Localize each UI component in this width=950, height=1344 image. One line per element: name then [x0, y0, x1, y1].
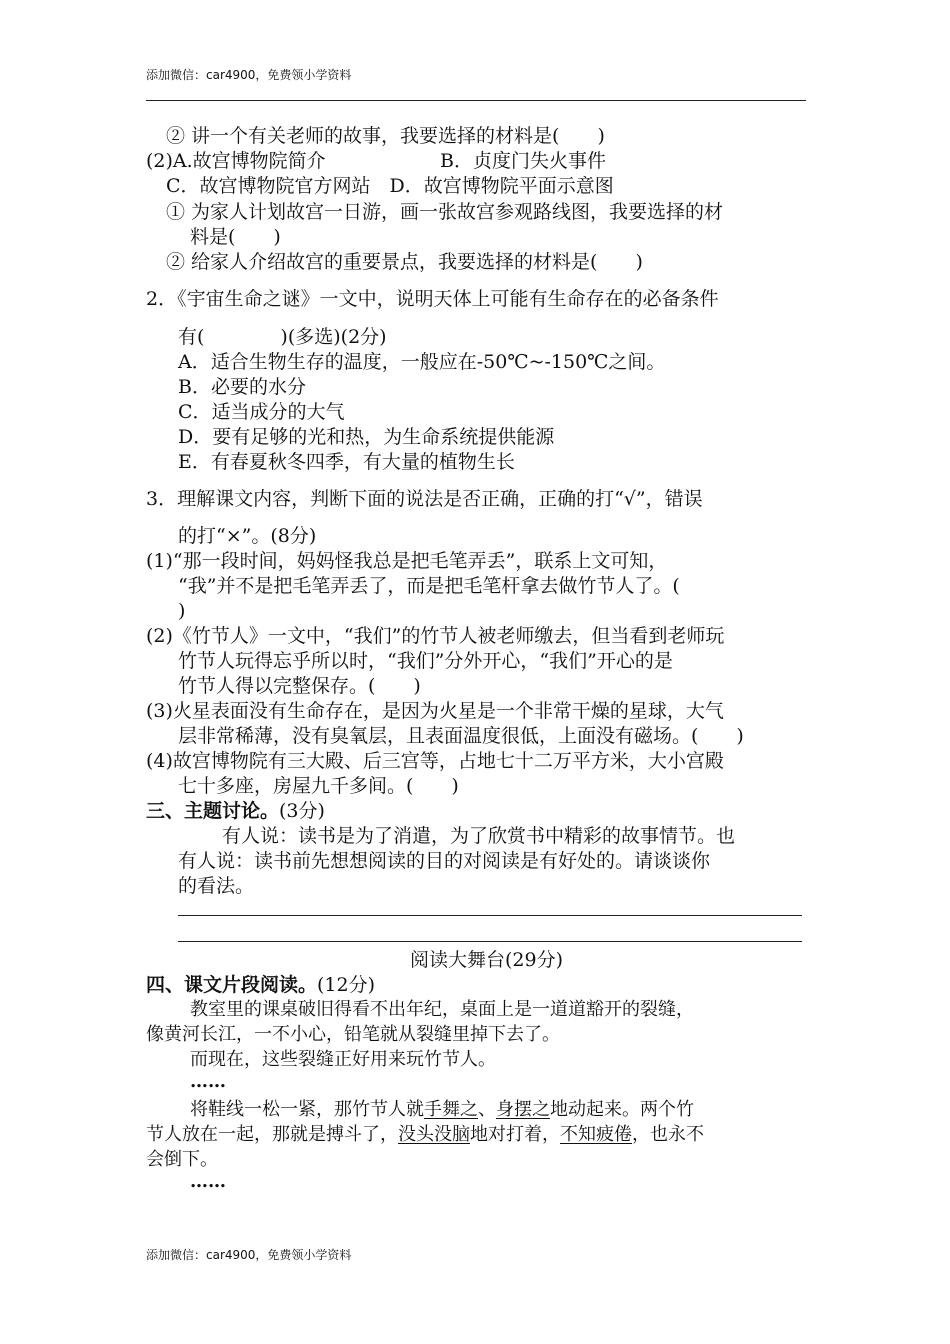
q3-item-2: (2)《竹节人》一文中，“我们”的竹节人被老师缴去，但当看到老师玩 — [146, 625, 725, 647]
answer-line-1[interactable] — [178, 915, 802, 916]
para3-text-post: 地动起来。两个竹 — [550, 1099, 694, 1120]
underlined-phrase-3: 没头没脑 — [398, 1124, 470, 1145]
header-rule — [146, 100, 806, 101]
section3-prompt-3: 的看法。 — [178, 875, 255, 897]
q3-item-4: (4)故宫博物院有三大殿、后三宫等，占地七十二万平方米，大小宫殿 — [146, 750, 724, 772]
section3-score: (3分) — [279, 800, 325, 822]
section3-prompt-1: 有人说：读书是为了消遣，为了欣赏书中精彩的故事情节。也 — [222, 825, 736, 847]
q1-part2-item2: ② 给家人介绍故宫的重要景点，我要选择的材料是( ) — [166, 251, 643, 273]
page-header: 添加微信：car4900，免费领小学资料 — [146, 68, 352, 82]
para3-text-pre: 将鞋线一松一紧，那竹节人就 — [190, 1099, 424, 1120]
q2-option-d: D．要有足够的光和热，为生命系统提供能源 — [178, 426, 555, 448]
passage-para-3 — [190, 1098, 694, 1122]
q1-part2-options-cd: C．故宫博物院官方网站 D．故宫博物院平面示意图 — [166, 175, 614, 197]
q3-item-1: (1)“那一段时间，妈妈怪我总是把毛笔弄丢”，联系上文可知， — [146, 550, 668, 572]
q3-stem: 3．理解课文内容，判断下面的说法是否正确，正确的打“√”，错误 — [146, 488, 703, 510]
para4-text-pre: 节人放在一起，那就是搏斗了， — [146, 1124, 398, 1145]
q3-item-2-cont2: 竹节人得以完整保存。( ) — [178, 675, 421, 697]
passage-para-3-end: 会倒下。 — [146, 1149, 218, 1170]
q3-item-3-cont: 层非常稀薄，没有臭氧层，且表面温度很低，上面没有磁场。( ) — [178, 725, 744, 747]
q3-item-1-paren: ) — [178, 600, 186, 622]
q2-stem: 2．《宇宙生命之谜》一文中，说明天体上可能有生命存在的必备条件 — [146, 288, 719, 310]
section4-heading — [146, 973, 375, 997]
q1-part2-item1: ① 为家人计划故宫一日游，画一张故宫参观路线图，我要选择的材 — [166, 201, 724, 223]
q3-item-2-cont: 竹节人玩得忘乎所以时，“我们”分外开心，“我们”开心的是 — [178, 650, 673, 672]
q2-option-b: B．必要的水分 — [178, 376, 306, 398]
q2-stem-cont: 有( )(多选)(2分) — [178, 326, 387, 348]
q1-part2-item1-cont: 料是( ) — [190, 226, 281, 248]
answer-line-2[interactable] — [178, 941, 802, 942]
passage-para-1: 教室里的课桌破旧得看不出年纪，桌面上是一道道豁开的裂缝， — [190, 999, 694, 1020]
page-footer: 添加微信：car4900，免费领小学资料 — [146, 1248, 352, 1262]
para3-text-sep: 、 — [478, 1099, 496, 1120]
q3-item-4-cont: 七十多座，房屋九千多间。( ) — [178, 775, 459, 797]
para4-text-post: ，也永不 — [632, 1124, 704, 1145]
passage-ellipsis-1: …… — [190, 1071, 226, 1092]
q1-part2-option-a: (2)A.故宫博物院简介 — [146, 150, 326, 172]
underlined-phrase-2: 身摆之 — [496, 1099, 550, 1120]
q1-part2-option-b: B．贞度门失火事件 — [440, 150, 606, 172]
reading-stage-title: 阅读大舞台(29分) — [410, 949, 564, 971]
passage-para-1-cont: 像黄河长江，一不小心，铅笔就从裂缝里掉下去了。 — [146, 1024, 560, 1045]
q2-option-e: E．有春夏秋冬四季，有大量的植物生长 — [178, 451, 515, 473]
q3-stem-cont: 的打“×”。(8分) — [178, 525, 317, 547]
section3-title: 三、主题讨论。 — [146, 800, 280, 822]
passage-para-3-cont — [146, 1123, 704, 1147]
q3-item-3: (3)火星表面没有生命存在，是因为火星是一个非常干燥的星球，大气 — [146, 700, 724, 722]
q2-option-a: A．适合生物生存的温度，一般应在-50℃~-150℃之间。 — [178, 351, 666, 373]
section3-heading — [146, 799, 325, 823]
q2-option-c: C．适当成分的大气 — [178, 401, 345, 423]
passage-ellipsis-2: …… — [190, 1171, 226, 1192]
para4-text-mid: 地对打着， — [470, 1124, 560, 1145]
section3-prompt-2: 有人说：读书前先想想阅读的目的对阅读是有好处的。请谈谈你 — [178, 850, 711, 872]
section4-score: (12分) — [317, 974, 376, 996]
passage-para-2: 而现在，这些裂缝正好用来玩竹节人。 — [190, 1049, 496, 1070]
underlined-phrase-4: 不知疲倦 — [560, 1124, 632, 1145]
section4-title: 四、课文片段阅读。 — [146, 974, 318, 996]
q3-item-1-cont: “我”并不是把毛笔弄丢了，而是把毛笔杆拿去做竹节人了。( — [178, 575, 680, 597]
underlined-phrase-1: 手舞之 — [424, 1099, 478, 1120]
q1-line-2: ② 讲一个有关老师的故事，我要选择的材料是( ) — [166, 125, 605, 147]
